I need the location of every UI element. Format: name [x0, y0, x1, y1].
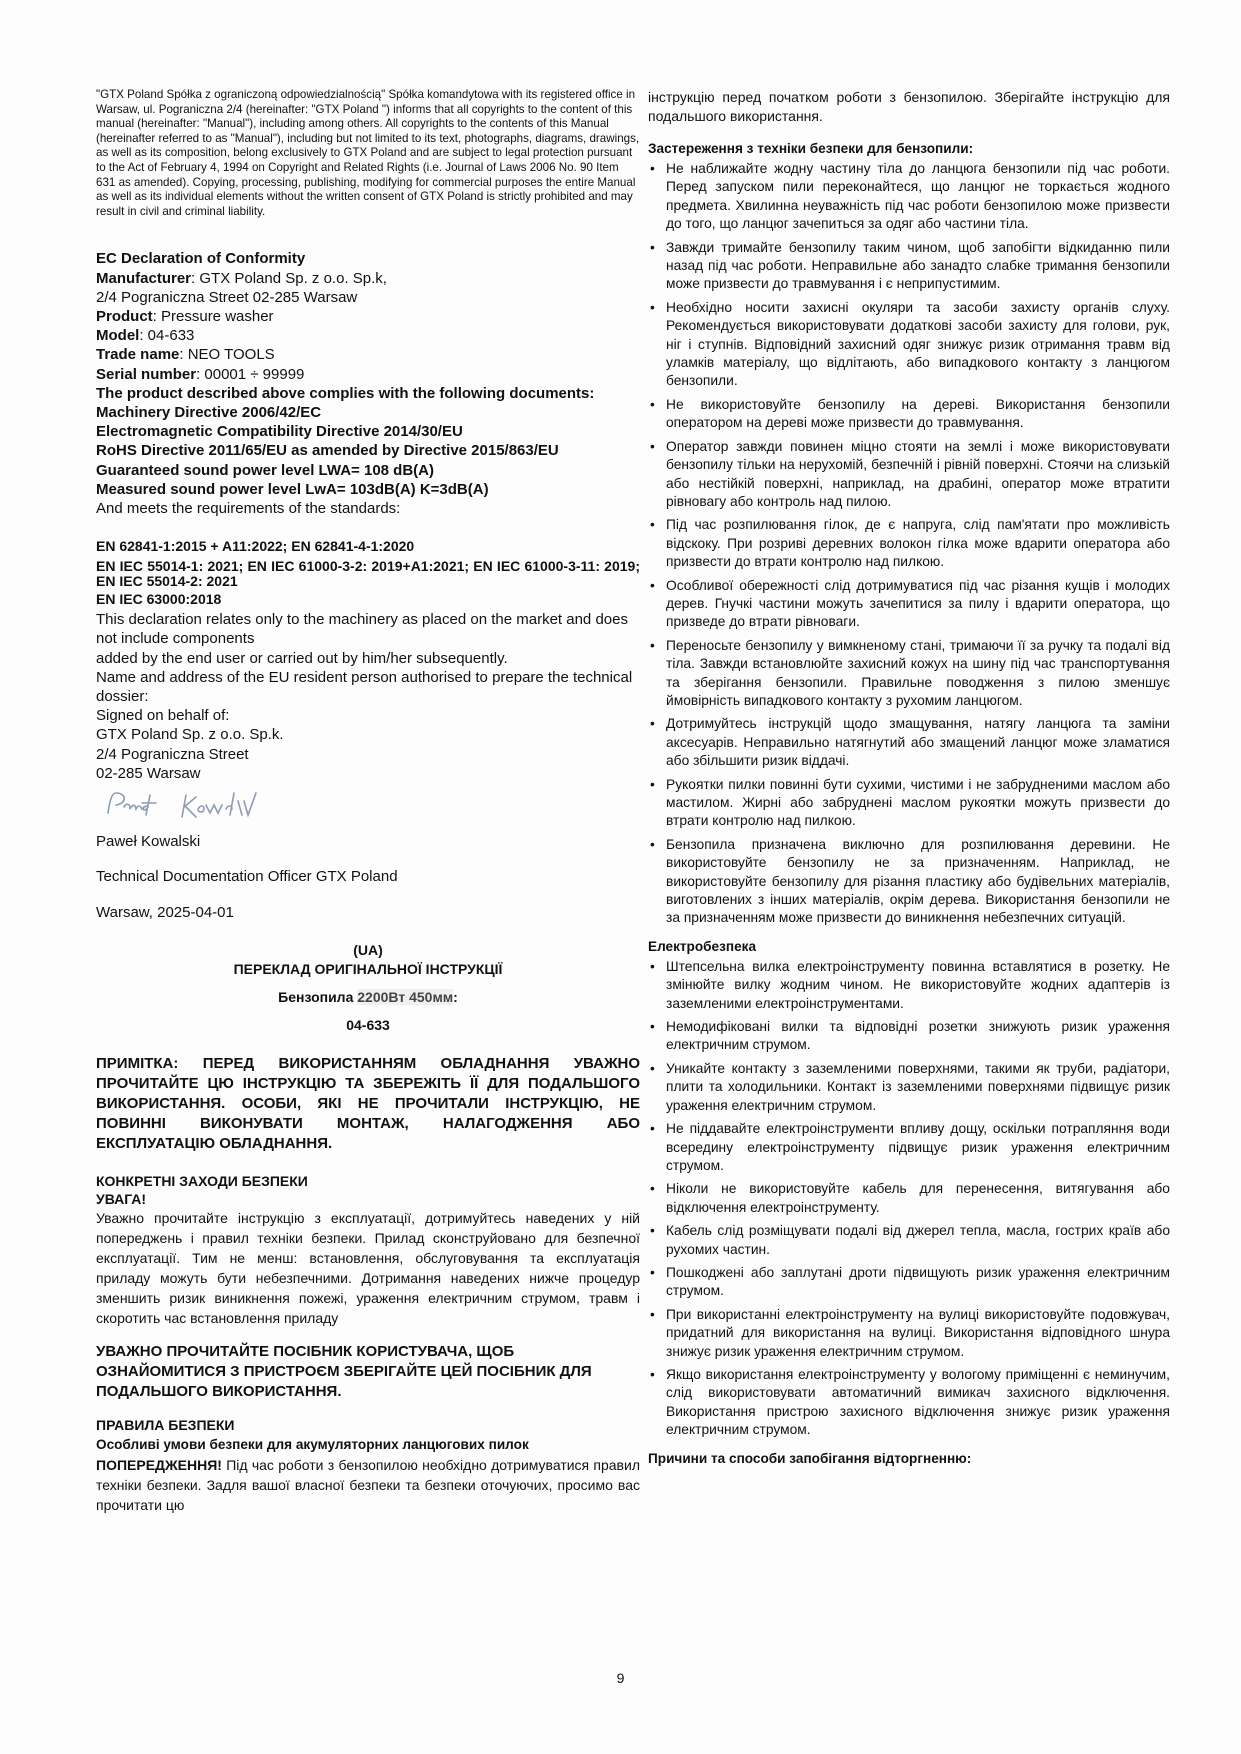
relates-line: Signed on behalf of:: [96, 707, 230, 725]
read-manual-note: УВАЖНО ПРОЧИТАЙТЕ ПОСІБНИК КОРИСТУВАЧА, ЩОБ ОЗНАЙОМИТИСЯ З ПРИСТРОЄМ ЗБЕРІГАЙТЕ ЦЕЙ ПОСІБНИК ДЛЯ ПОДАЛЬШОГО ВИКОРИСТАННЯ.: [96, 1342, 592, 1400]
ec-declaration: [96, 249, 640, 921]
list-item: • Завжди тримайте бензопилу таким чином, щоб запобігти відкиданню пили назад під час роботи. Неправильне або занадто слабке тримання бензопили може призвести до травмування і є неприпустимим.: [650, 239, 1170, 292]
list-item: • Не використовуйте бензопилу на дереві. Використання бензопили оператором на дереві може призвести до травмування.: [650, 396, 1170, 431]
ua-product-line: Бензопила 2200Вт 450мм:: [278, 988, 458, 1005]
chainsaw-safety-title: Застереження з техніки безпеки для бензопили:: [648, 141, 974, 156]
list-item: • Немодифіковані вилки та відповідні розетки знижують ризик ураження електричним струмом.: [650, 1019, 1170, 1053]
kickback-title: Причини та способи запобігання відторгненню:: [648, 1450, 972, 1466]
serial-number-line: Serial number: 00001 ÷ 99999: [96, 365, 305, 383]
ua-model: 04-633: [346, 1016, 390, 1033]
chainsaw-safety-list: [648, 160, 1170, 928]
relates-line: GTX Poland Sp. z o.o. Sp.k.: [96, 726, 284, 744]
ua-note: ПРИМІТКА: ПЕРЕД ВИКОРИСТАННЯМ ОБЛАДНАННЯ УВАЖНО ПРОЧИТАЙТЕ ЦЮ ІНСТРУКЦІЮ ТА ЗБЕРЕЖІТЬ ЇЇ ДЛЯ ПОДАЛЬШОГО ВИКОРИСТАННЯ. ОСОБИ, ЯКІ НЕ ПРОЧИТАЛИ ІНСТРУКЦІЮ, НЕ ПОВИННІ ВИКОНУВАТИ МОНТАЖ, НАЛАГОДЖЕННЯ АБО ЕКСПЛУАТАЦІЮ ОБЛАДНАННЯ.: [96, 1054, 640, 1152]
directive-item: Machinery Directive 2006/42/EC: [96, 403, 322, 421]
list-item: • Рукоятки пилки повинні бути сухими, чистими і не забрудненими маслом або мастилом. Жирні або забруднені маслом рукоятки можуть призвести до втрати контролю над пилкою.: [650, 776, 1170, 829]
list-item: • Дотримуйтесь інструкцій щодо змащування, натягу ланцюга та заміни аксесуарів. Неправильно натягнутий або змащений ланцюг може зламатися або збільшити ризик віддачі.: [650, 716, 1170, 769]
page-number: 9: [616, 1670, 625, 1686]
rules-title: ПРАВИЛА БЕЗПЕКИ: [96, 1416, 235, 1433]
list-item: • Під час розпилювання гілок, де є напруга, слід пам'ятати про можливість відскоку. При розриві деревних волокон гілка може вдарити оператора або призвести до втрати контролю над пилкою.: [650, 517, 1170, 570]
right-column: [648, 88, 1170, 1468]
list-item: • Не наближайте жодну частину тіла до ланцюга бензопили під час роботи. Перед запуском пили переконайтеся, що ланцюг не торкається жодного предмета. Хвилинна неуважність під час роботи бензопилою може призвести до того, що ланцюг зачепиться за одяг або частини тіла.: [650, 161, 1170, 232]
warning-text: Уважно прочитайте інструкцію з експлуатації, дотримуйтесь наведених у ній попереджень і правил техніки безпеки. Прилад сконструйовано для безпечної експлуатації. Тим не менш: встановлення, обслуговування та експлуатація приладу можуть бути небезпечними. Дотримання наведених нижче процедур зменшить ризик виникнення пожежі, ураження електричним струмом, травм і скоротить час встановлення приладу: [96, 1209, 640, 1326]
signer-name: Paweł Kowalski: [96, 833, 201, 851]
model-line: Model: 04-633: [96, 327, 195, 345]
relates-line: 02-285 Warsaw: [96, 764, 201, 782]
list-item: • Бензопила призначена виключно для розпилювання деревини. Не використовуйте бензопилу не за призначенням. Наприклад, не використовуйте бензопилу для різання пластику або будівельних матеріалів, виготовлених з інших матеріалів, окрім дерева. Використання бензопили не за призначенням може призвести до виникнення небезпечних ситуацій.: [650, 836, 1170, 926]
list-item: • Штепсельна вилка електроінструменту повинна вставлятися в розетку. Не змінюйте вилку жодним чином. Не використовуйте жодних адаптерів із заземленими електроінструментами.: [650, 958, 1170, 1011]
relates-line: Name and address of the EU resident person authorised to prepare the technical dossier:: [96, 668, 633, 705]
list-item: • При використанні електроінструменту на вулиці використовуйте подовжувач, придатний для використання на вулиці. Використання відповідного шнура знижує ризик ураження електричним струмом.: [650, 1306, 1170, 1359]
manufacturer-address: 2/4 Pograniczna Street 02-285 Warsaw: [96, 288, 358, 306]
copyright-notice: "GTX Poland Spółka z ograniczoną odpowiedzialnością" Spółka komandytowa with its registered office in Warsaw, ul. Pograniczna 2/4 (hereinafter: "GTX Poland ") informs that all copyrights to the content of this manual (hereinafter: "Manual"), including among others. All copyrights to the contents of this Manual (hereinafter referred to as "Manual"), including but not limited to its text, photographs, diagrams, drawings, as well as its composition, belong exclusively to GTX Poland and are subject to legal protection pursuant to the Act of February 4, 1994 on Copyright and Related Rights (i.e. Journal of Laws 2006 No. 90 Item 631 as amended). Copying, processing, publishing, modifying for commercial purposes the entire Manual as well as its individual elements without the written consent of GTX Poland is strictly prohibited and may result in civil and criminal liability.: [96, 88, 640, 218]
list-item: • Не піддавайте електроінструменти впливу дощу, оскільки потрапляння води всередину електроінструменту підвищує ризик ураження електричним струмом.: [650, 1121, 1170, 1173]
left-column: [96, 88, 640, 1515]
directive-item: RoHS Directive 2011/65/EU as amended by Directive 2015/863/EU: [96, 442, 559, 460]
list-item: • Особливої обережності слід дотримуватися під час різання кущів і молодих дерев. Гнучкі частини можуть зачепитися за пилу і вдарити оператора, що призведе до втрати рівноваги.: [650, 577, 1170, 630]
electric-safety-list: [648, 958, 1170, 1440]
meets-statement: And meets the requirements of the standards:: [96, 499, 401, 517]
manufacturer-line: Manufacturer: GTX Poland Sp. z o.o. Sp.k,: [96, 269, 387, 287]
ua-title: ПЕРЕКЛАД ОРИГІНАЛЬНОЇ ІНСТРУКЦІЇ: [233, 960, 503, 977]
list-item: • Необхідно носити захисні окуляри та засоби захисту органів слуху. Рекомендується використовувати додаткові засоби захисту для голови, рук, ніг і ступнів. Відповідний захисний одяг знижує ризик отримання травм від уламків матеріалу, що відлітають, або випадкового контакту з ланцюгом бензопили.: [650, 299, 1170, 389]
electric-safety-title: Електробезпека: [648, 938, 756, 954]
list-item: • Якщо використання електроінструменту у вологому приміщенні є неминучим, слід використовувати автоматичний вимикач захисного відключення. Використання пристрою захисного відключення знижує ризик ураження електричним струмом.: [650, 1366, 1170, 1438]
relates-line: 2/4 Pograniczna Street: [96, 745, 249, 763]
caution-paragraph: ПОПЕРЕДЖЕННЯ! Під час роботи з бензопилою необхідно дотримуватися правил техніки безпеки. Задля вашої власної безпеки та безпеки оточуючих, просимо вас прочитати цю: [96, 1456, 640, 1513]
special-conditions-title: Особливі умови безпеки для акумуляторних ланцюгових пилок: [96, 1436, 529, 1452]
list-item: • Оператор завжди повинен міцно стояти на землі і може використовувати бензопилу тільки на нерухомій, безпечній і рівній поверхні. Стоячи на слизькій або нестійкій поверхні, наприклад, на драбині, оператор може втратити рівновагу або контроль над пилою.: [650, 438, 1170, 509]
handwritten-signature: [102, 785, 292, 823]
declaration-title: EC Declaration of Conformity: [96, 250, 306, 268]
measures-title: КОНКРЕТНІ ЗАХОДИ БЕЗПЕКИ: [96, 1172, 308, 1189]
complies-statement: The product described above complies with the following documents:: [96, 384, 595, 402]
signer-position: Technical Documentation Officer GTX Poland: [96, 868, 398, 886]
ua-language-tag: (UA): [353, 941, 383, 958]
standard-item: EN 62841-1:2015 + A11:2022; EN 62841-4-1:2020: [96, 538, 415, 555]
product-spec: 2200Вт 450мм: [357, 988, 454, 1005]
trade-name-line: Trade name: NEO TOOLS: [96, 346, 275, 364]
product-line: Product: Pressure washer: [96, 307, 274, 325]
list-item: • Кабель слід розміщувати подалі від джерел тепла, масла, гострих країв або рухомих частин.: [650, 1223, 1170, 1257]
relates-line: added by the end user or carried out by him/her subsequently.: [96, 649, 508, 667]
warning-title: УВАГА!: [96, 1190, 147, 1207]
list-item: • Уникайте контакту з заземленими поверхнями, такими як труби, радіатори, плити та холодильники. Контакт із заземленими поверхнями підвищує ризик ураження електричним струмом.: [650, 1060, 1170, 1113]
directive-item: Measured sound power level LwA= 103dB(A) K=3dB(A): [96, 480, 489, 498]
standard-item: EN IEC 63000:2018: [96, 591, 222, 608]
list-item: • Пошкоджені або заплутані дроти підвищують ризик ураження електричним струмом.: [650, 1264, 1170, 1299]
place-date: Warsaw, 2025-04-01: [96, 903, 234, 921]
standard-item: EN IEC 55014-1: 2021; EN IEC 61000-3-2: 2019+A1:2021; EN IEC 61000-3-11: 2019; EN IEC 55014-2: 2021: [96, 558, 640, 590]
directive-item: Guaranteed sound power level LWA= 108 dB(A): [96, 461, 434, 479]
list-item: • Ніколи не використовуйте кабель для перенесення, витягування або відключення електроінструменту.: [650, 1181, 1170, 1215]
intro-text: інструкцію перед початком роботи з бензопилою. Зберігайте інструкцію для подальшого використання.: [648, 89, 1170, 124]
directive-item: Electromagnetic Compatibility Directive 2014/30/EU: [96, 423, 463, 441]
list-item: • Переносьте бензопилу у вимкненому стані, тримаючи її за ручку та подалі від тіла. Завжди встановлюйте захисний кожух на шину під час транспортування та зберігання бензопили. Правильне поводження з пилою зменшує ймовірність випадкового контакту з рухомим ланцюгом.: [650, 637, 1170, 708]
relates-line: This declaration relates only to the machinery as placed on the market and does not include components: [96, 611, 628, 648]
